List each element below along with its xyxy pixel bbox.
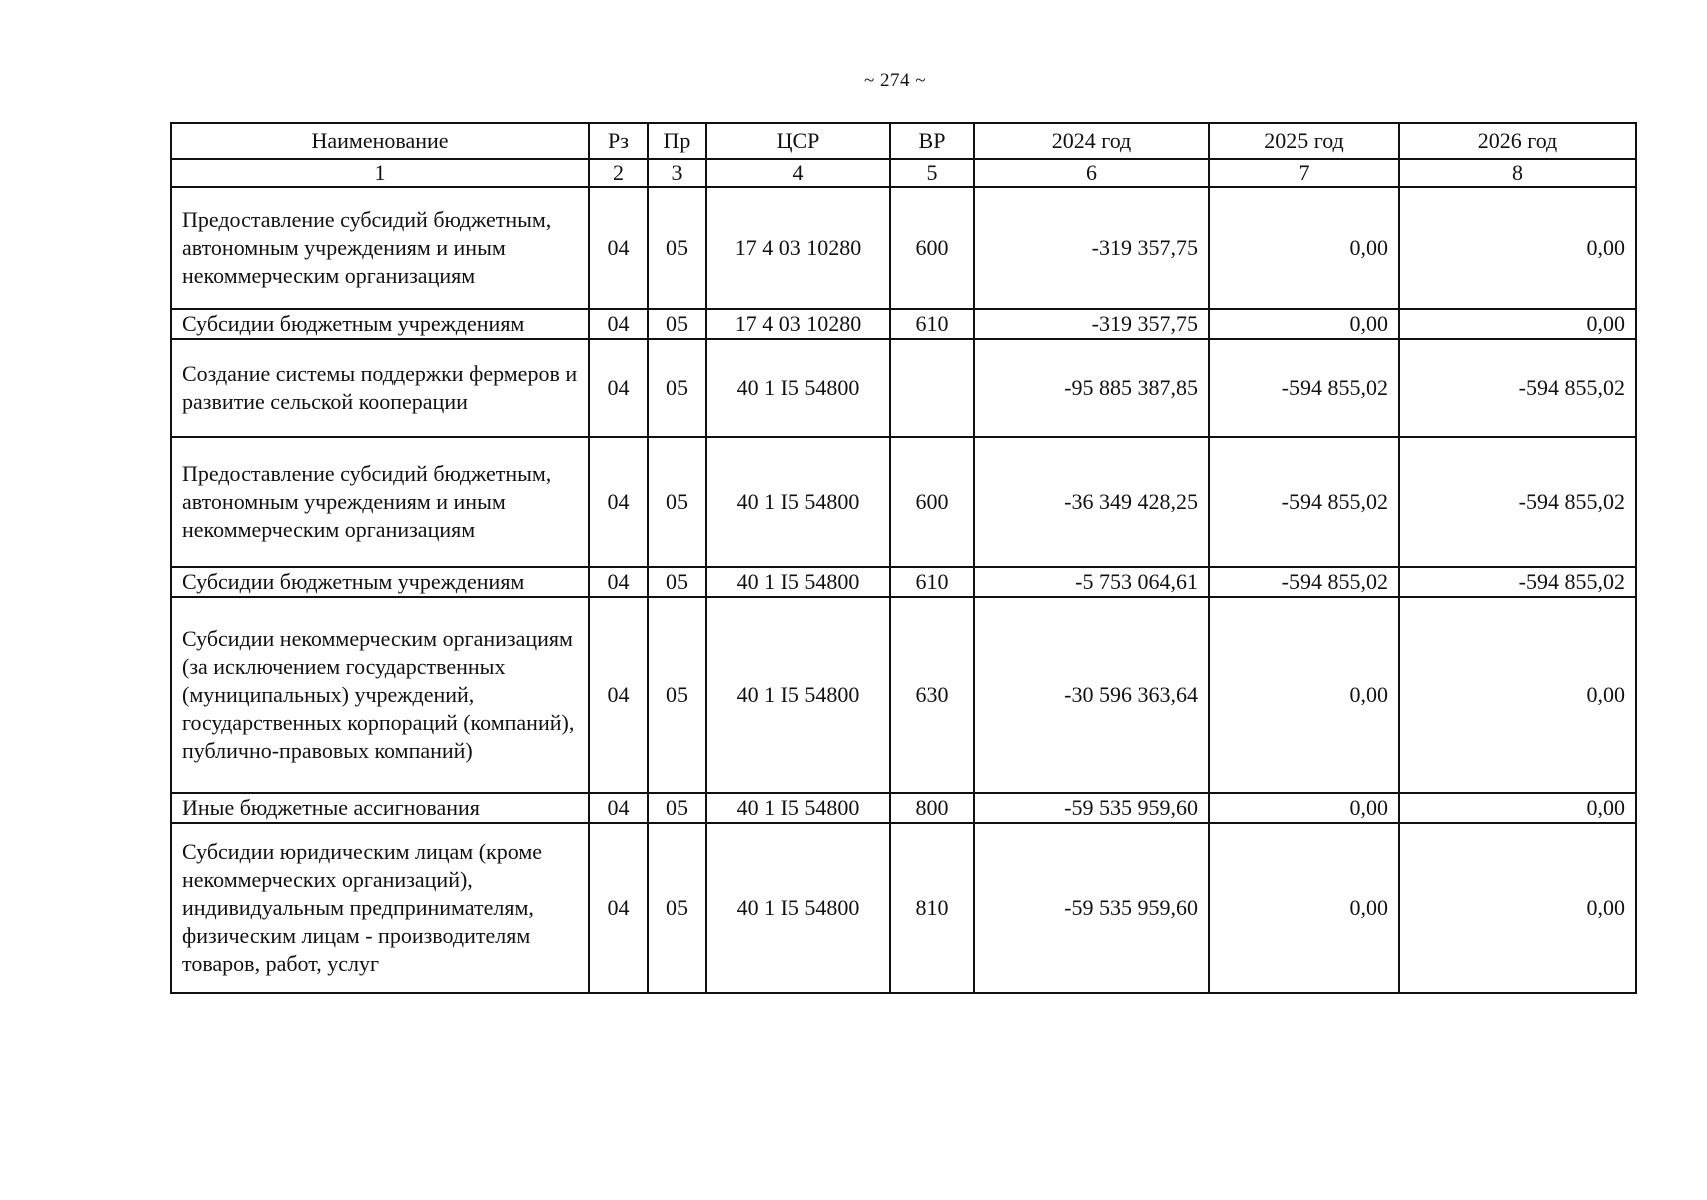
- row-2024: -30 596 363,64: [974, 597, 1209, 793]
- row-2024: -319 357,75: [974, 309, 1209, 339]
- table-row: [171, 567, 1636, 597]
- row-rz: 04: [589, 339, 648, 437]
- row-name: Субсидии бюджетным учреждениям: [171, 567, 589, 597]
- header-pr: Пр: [648, 123, 706, 159]
- row-vr: 800: [890, 793, 974, 823]
- column-number: 4: [706, 159, 890, 187]
- row-2025: 0,00: [1209, 823, 1399, 993]
- row-vr: 600: [890, 187, 974, 309]
- row-pr: 05: [648, 567, 706, 597]
- row-vr: [890, 339, 974, 437]
- header-rz: Рз: [589, 123, 648, 159]
- row-name: Предоставление субсидий бюджетным, автономным учреждениям и иным некоммерческим организациям: [171, 437, 589, 567]
- row-2024: -59 535 959,60: [974, 823, 1209, 993]
- row-2026: -594 855,02: [1399, 437, 1636, 567]
- row-2024: -36 349 428,25: [974, 437, 1209, 567]
- row-2026: -594 855,02: [1399, 567, 1636, 597]
- row-2024: -59 535 959,60: [974, 793, 1209, 823]
- page-number: ~ 274 ~: [863, 70, 927, 91]
- column-number-row: [171, 159, 1636, 187]
- row-2025: 0,00: [1209, 793, 1399, 823]
- row-2025: 0,00: [1209, 309, 1399, 339]
- row-csr: 40 1 I5 54800: [706, 567, 890, 597]
- row-csr: 40 1 I5 54800: [706, 597, 890, 793]
- header-2025: 2025 год: [1209, 123, 1399, 159]
- row-csr: 40 1 I5 54800: [706, 437, 890, 567]
- column-number: 7: [1209, 159, 1399, 187]
- column-number: 6: [974, 159, 1209, 187]
- row-name: Субсидии некоммерческим организациям (за исключением государственных (муниципальных) учреждений, государственных корпораций (компаний), публично-правовых компаний): [171, 597, 589, 793]
- table-row: [171, 823, 1636, 993]
- row-2024: -95 885 387,85: [974, 339, 1209, 437]
- row-2025: -594 855,02: [1209, 339, 1399, 437]
- header-name: Наименование: [171, 123, 589, 159]
- column-number: 1: [171, 159, 589, 187]
- header-vr: ВР: [890, 123, 974, 159]
- table-row: [171, 339, 1636, 437]
- row-2025: 0,00: [1209, 597, 1399, 793]
- row-pr: 05: [648, 597, 706, 793]
- row-pr: 05: [648, 187, 706, 309]
- column-number: 5: [890, 159, 974, 187]
- header-2024: 2024 год: [974, 123, 1209, 159]
- table-row: [171, 187, 1636, 309]
- row-2026: 0,00: [1399, 309, 1636, 339]
- row-pr: 05: [648, 823, 706, 993]
- row-name: Иные бюджетные ассигнования: [171, 793, 589, 823]
- row-2026: 0,00: [1399, 793, 1636, 823]
- row-pr: 05: [648, 309, 706, 339]
- row-name: Субсидии бюджетным учреждениям: [171, 309, 589, 339]
- row-rz: 04: [589, 187, 648, 309]
- row-2026: -594 855,02: [1399, 339, 1636, 437]
- row-vr: 630: [890, 597, 974, 793]
- row-csr: 40 1 I5 54800: [706, 823, 890, 993]
- row-csr: 17 4 03 10280: [706, 309, 890, 339]
- row-2025: -594 855,02: [1209, 567, 1399, 597]
- row-2024: -319 357,75: [974, 187, 1209, 309]
- row-2026: 0,00: [1399, 187, 1636, 309]
- budget-table: [170, 122, 1637, 994]
- header-csr: ЦСР: [706, 123, 890, 159]
- header-2026: 2026 год: [1399, 123, 1636, 159]
- row-name: Предоставление субсидий бюджетным, автономным учреждениям и иным некоммерческим организациям: [171, 187, 589, 309]
- row-2025: 0,00: [1209, 187, 1399, 309]
- column-number: 2: [589, 159, 648, 187]
- row-2026: 0,00: [1399, 823, 1636, 993]
- row-name: Создание системы поддержки фермеров и развитие сельской кооперации: [171, 339, 589, 437]
- row-name: Субсидии юридическим лицам (кроме некоммерческих организаций), индивидуальным предпринимателям, физическим лицам - производителям товаров, работ, услуг: [171, 823, 589, 993]
- row-2024: -5 753 064,61: [974, 567, 1209, 597]
- row-csr: 40 1 I5 54800: [706, 793, 890, 823]
- column-number: 8: [1399, 159, 1636, 187]
- row-pr: 05: [648, 437, 706, 567]
- row-pr: 05: [648, 339, 706, 437]
- row-vr: 610: [890, 309, 974, 339]
- row-rz: 04: [589, 437, 648, 567]
- row-rz: 04: [589, 309, 648, 339]
- table-row: [171, 597, 1636, 793]
- row-vr: 610: [890, 567, 974, 597]
- header-row: [171, 123, 1636, 159]
- row-csr: 17 4 03 10280: [706, 187, 890, 309]
- table-row: [171, 309, 1636, 339]
- row-rz: 04: [589, 597, 648, 793]
- row-rz: 04: [589, 793, 648, 823]
- row-csr: 40 1 I5 54800: [706, 339, 890, 437]
- row-rz: 04: [589, 823, 648, 993]
- row-vr: 600: [890, 437, 974, 567]
- row-rz: 04: [589, 567, 648, 597]
- column-number: 3: [648, 159, 706, 187]
- row-2026: 0,00: [1399, 597, 1636, 793]
- row-vr: 810: [890, 823, 974, 993]
- row-pr: 05: [648, 793, 706, 823]
- row-2025: -594 855,02: [1209, 437, 1399, 567]
- table-row: [171, 793, 1636, 823]
- table-row: [171, 437, 1636, 567]
